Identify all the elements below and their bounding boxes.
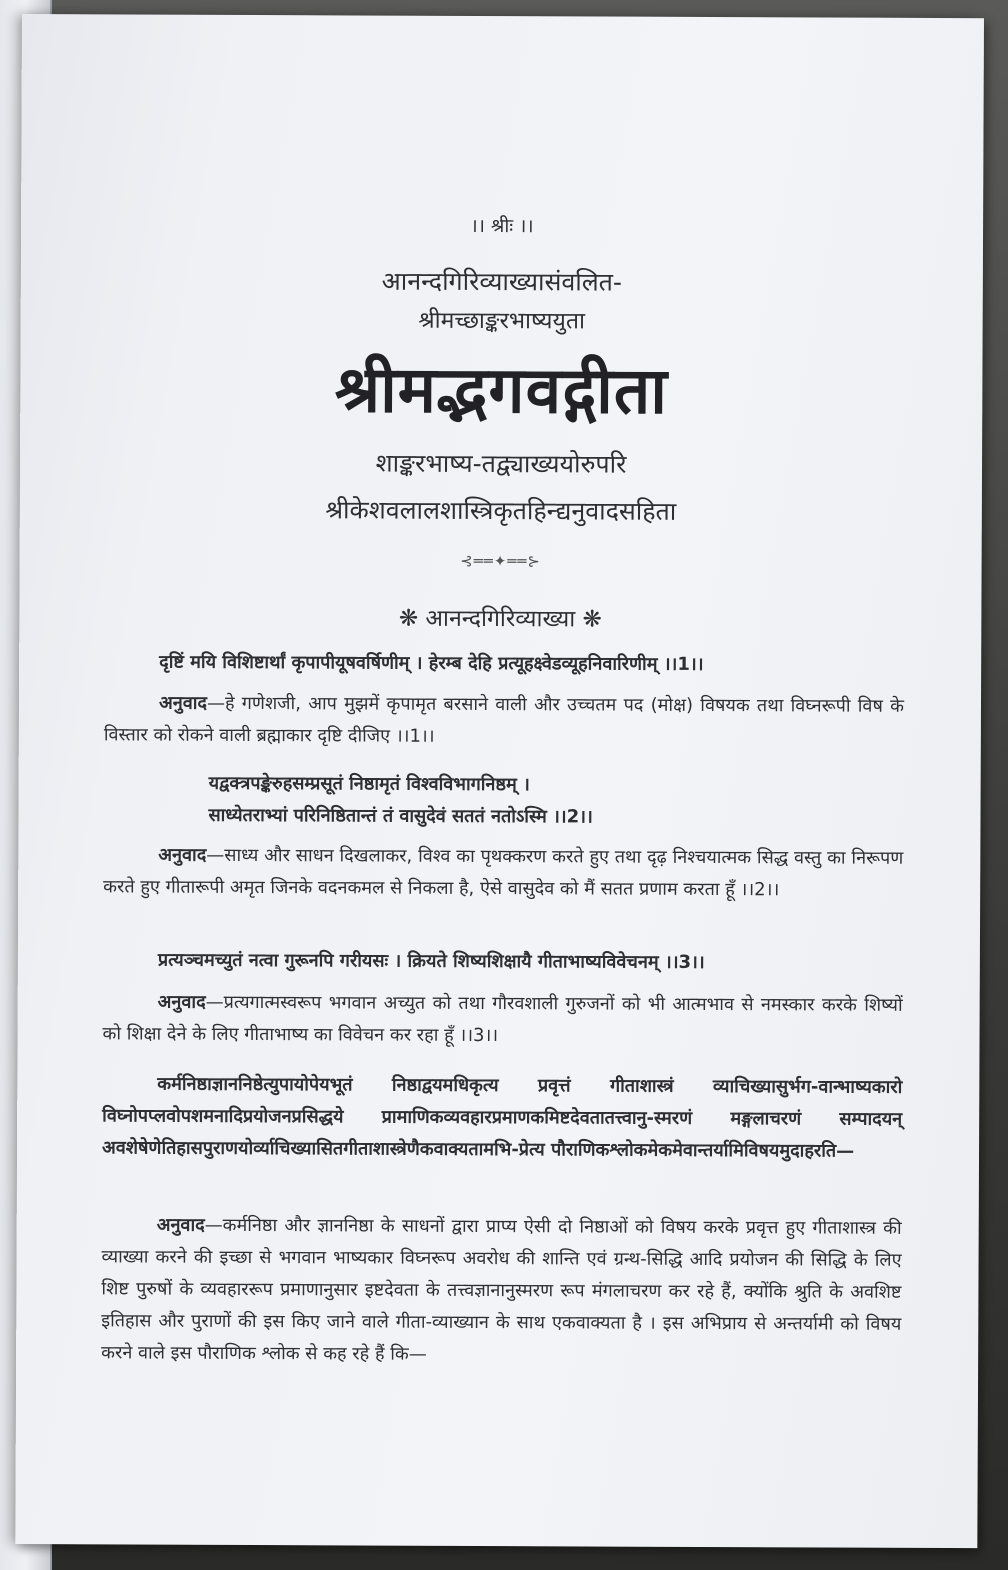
translation-1 — [104, 687, 904, 754]
book-page — [15, 14, 984, 1548]
subtitle-line-4: श्रीकेशवलालशास्त्रिकृतहिन्द्यनुवादसहिता — [325, 495, 677, 526]
sanskrit-commentary: कर्मनिष्ठाज्ञाननिष्ठेत्युपायोपेयभूतं निष्ठाद्वयमधिकृत्य प्रवृत्तं गीताशास्त्रं व्याचिख्यासुर्भग-वान्भाष्यकारो विघ्नोपप्लवोपशमनादिप्रयोजनप्रसिद्धये प्रामाणिकव्यवहारप्रमाणकमिष्टदेवतातत्त्वानु-स्मरणं मङ्गलाचरणं सम्पादयन् अवशेषेणेतिहासपुराणयोर्व्याचिख्यासितगीताशास्त्रेणैकवाक्यतामभि-प्रेत्य पौराणिकश्लोकमेकमेवान्तर्यामिविषयमुदाहरति— — [102, 1073, 903, 1162]
translation-text: —प्रत्यगात्मस्वरूप भगवान अच्युत को तथा गौरवशाली गुरुजनों को भी आत्मभाव से नमस्कार करके शिष्यों को शिक्षा देने के लिए गीताभाष्य का विवेचन कर रहा हूँ ।।3।। — [102, 991, 903, 1047]
verse-2 — [208, 768, 908, 835]
book-title: श्रीमद्भगवद्गीता — [334, 353, 669, 429]
translation-4 — [101, 1209, 902, 1372]
translation-label: अनुवाद — [157, 991, 206, 1013]
subtitle-line-3: शाङ्करभाष्य-तद्व्याख्ययोरुपरि — [375, 448, 627, 479]
translation-text: —कर्मनिष्ठा और ज्ञाननिष्ठा के साधनों द्वारा प्राप्य ऐसी दो निष्ठाओं को विषय करके प्रवृत्त हुए गीताशास्त्र की व्याख्या करने की इच्छा से भगवान भाष्यकार विघ्नरूप अवरोध की शान्ति एवं ग्रन्थ-सिद्धि आदि प्रयोजन की सिद्धि के लिए शिष्ट पुरुषों के व्यवहाररूप प्रमाणानुसार इष्टदेवता के तत्त्वज्ञानानुस्मरण रूप मंगलाचरण कर रहे हैं, क्योंकि श्रुति के अवशिष्ट इतिहास और पुराणों की इस किए जाने वाले गीता-व्याख्यान के साथ एकवाक्यता है । इस अभिप्राय से अन्तर्यामी को विषय करने वाले इस पौराणिक श्लोक से कह रहे हैं कि— — [101, 1214, 902, 1365]
subtitle-line-1: आनन्दगिरिव्याख्यासंवलित- — [381, 266, 623, 297]
translation-label: अनुवाद — [158, 692, 208, 714]
translation-2 — [103, 839, 903, 906]
page-content — [22, 14, 984, 1365]
translation-label: अनुवाद — [158, 844, 207, 866]
verse-1: दृष्टिं मयि विशिष्टार्थां कृपापीयूषवर्षिणीम् । हेरम्ब देहि प्रत्यूहक्ष्वेडव्यूहनिवारिणीम् ।।1।। — [159, 651, 704, 675]
verse-2-line-2: साध्येतराभ्यां परिनिष्ठितान्तं तं वासुदेवं सततं नतोऽस्मि ।।2।। — [208, 804, 593, 828]
translation-label: अनुवाद — [156, 1214, 205, 1236]
invocation: ।। श्रीः ।। — [470, 214, 534, 238]
section-heading: ❋ आनन्दगिरिव्याख्या ❋ — [398, 605, 602, 633]
translation-3 — [102, 986, 902, 1053]
ornament-divider: ⊰══✦══⊱ — [460, 551, 542, 571]
verse-2-line-1: यद्वक्त्रपङ्केरुहसम्प्रसूतं निष्ठामृतं विश्वविभागनिष्ठम् । — [208, 772, 530, 796]
verse-3: प्रत्यञ्चमच्युतं नत्वा गुरूनपि गरीयसः । क्रियते शिष्यशिक्षायै गीताभाष्यविवेचनम् ।।3।। — [157, 949, 705, 973]
translation-text: —साध्य और साधन दिखलाकर, विश्व का पृथक्करण करते हुए तथा दृढ़ निश्चयात्मक सिद्ध वस्तु का निरूपण करते हुए गीतारूपी अमृत जिनके वदनकमल से निकला है, ऐसे वासुदेव को मैं सतत प्रणाम करता हूँ ।।2।। — [103, 844, 904, 901]
subtitle-line-2: श्रीमच्छाङ्करभाष्ययुता — [418, 307, 585, 335]
translation-text: —हे गणेशजी, आप मुझमें कृपामृत बरसाने वाली और उच्चतम पद (मोक्ष) विषयक तथा विघ्नरूपी विष के विस्तार को रोकने वाली ब्रह्माकार दृष्टि दीजिए ।।1।। — [103, 692, 905, 747]
